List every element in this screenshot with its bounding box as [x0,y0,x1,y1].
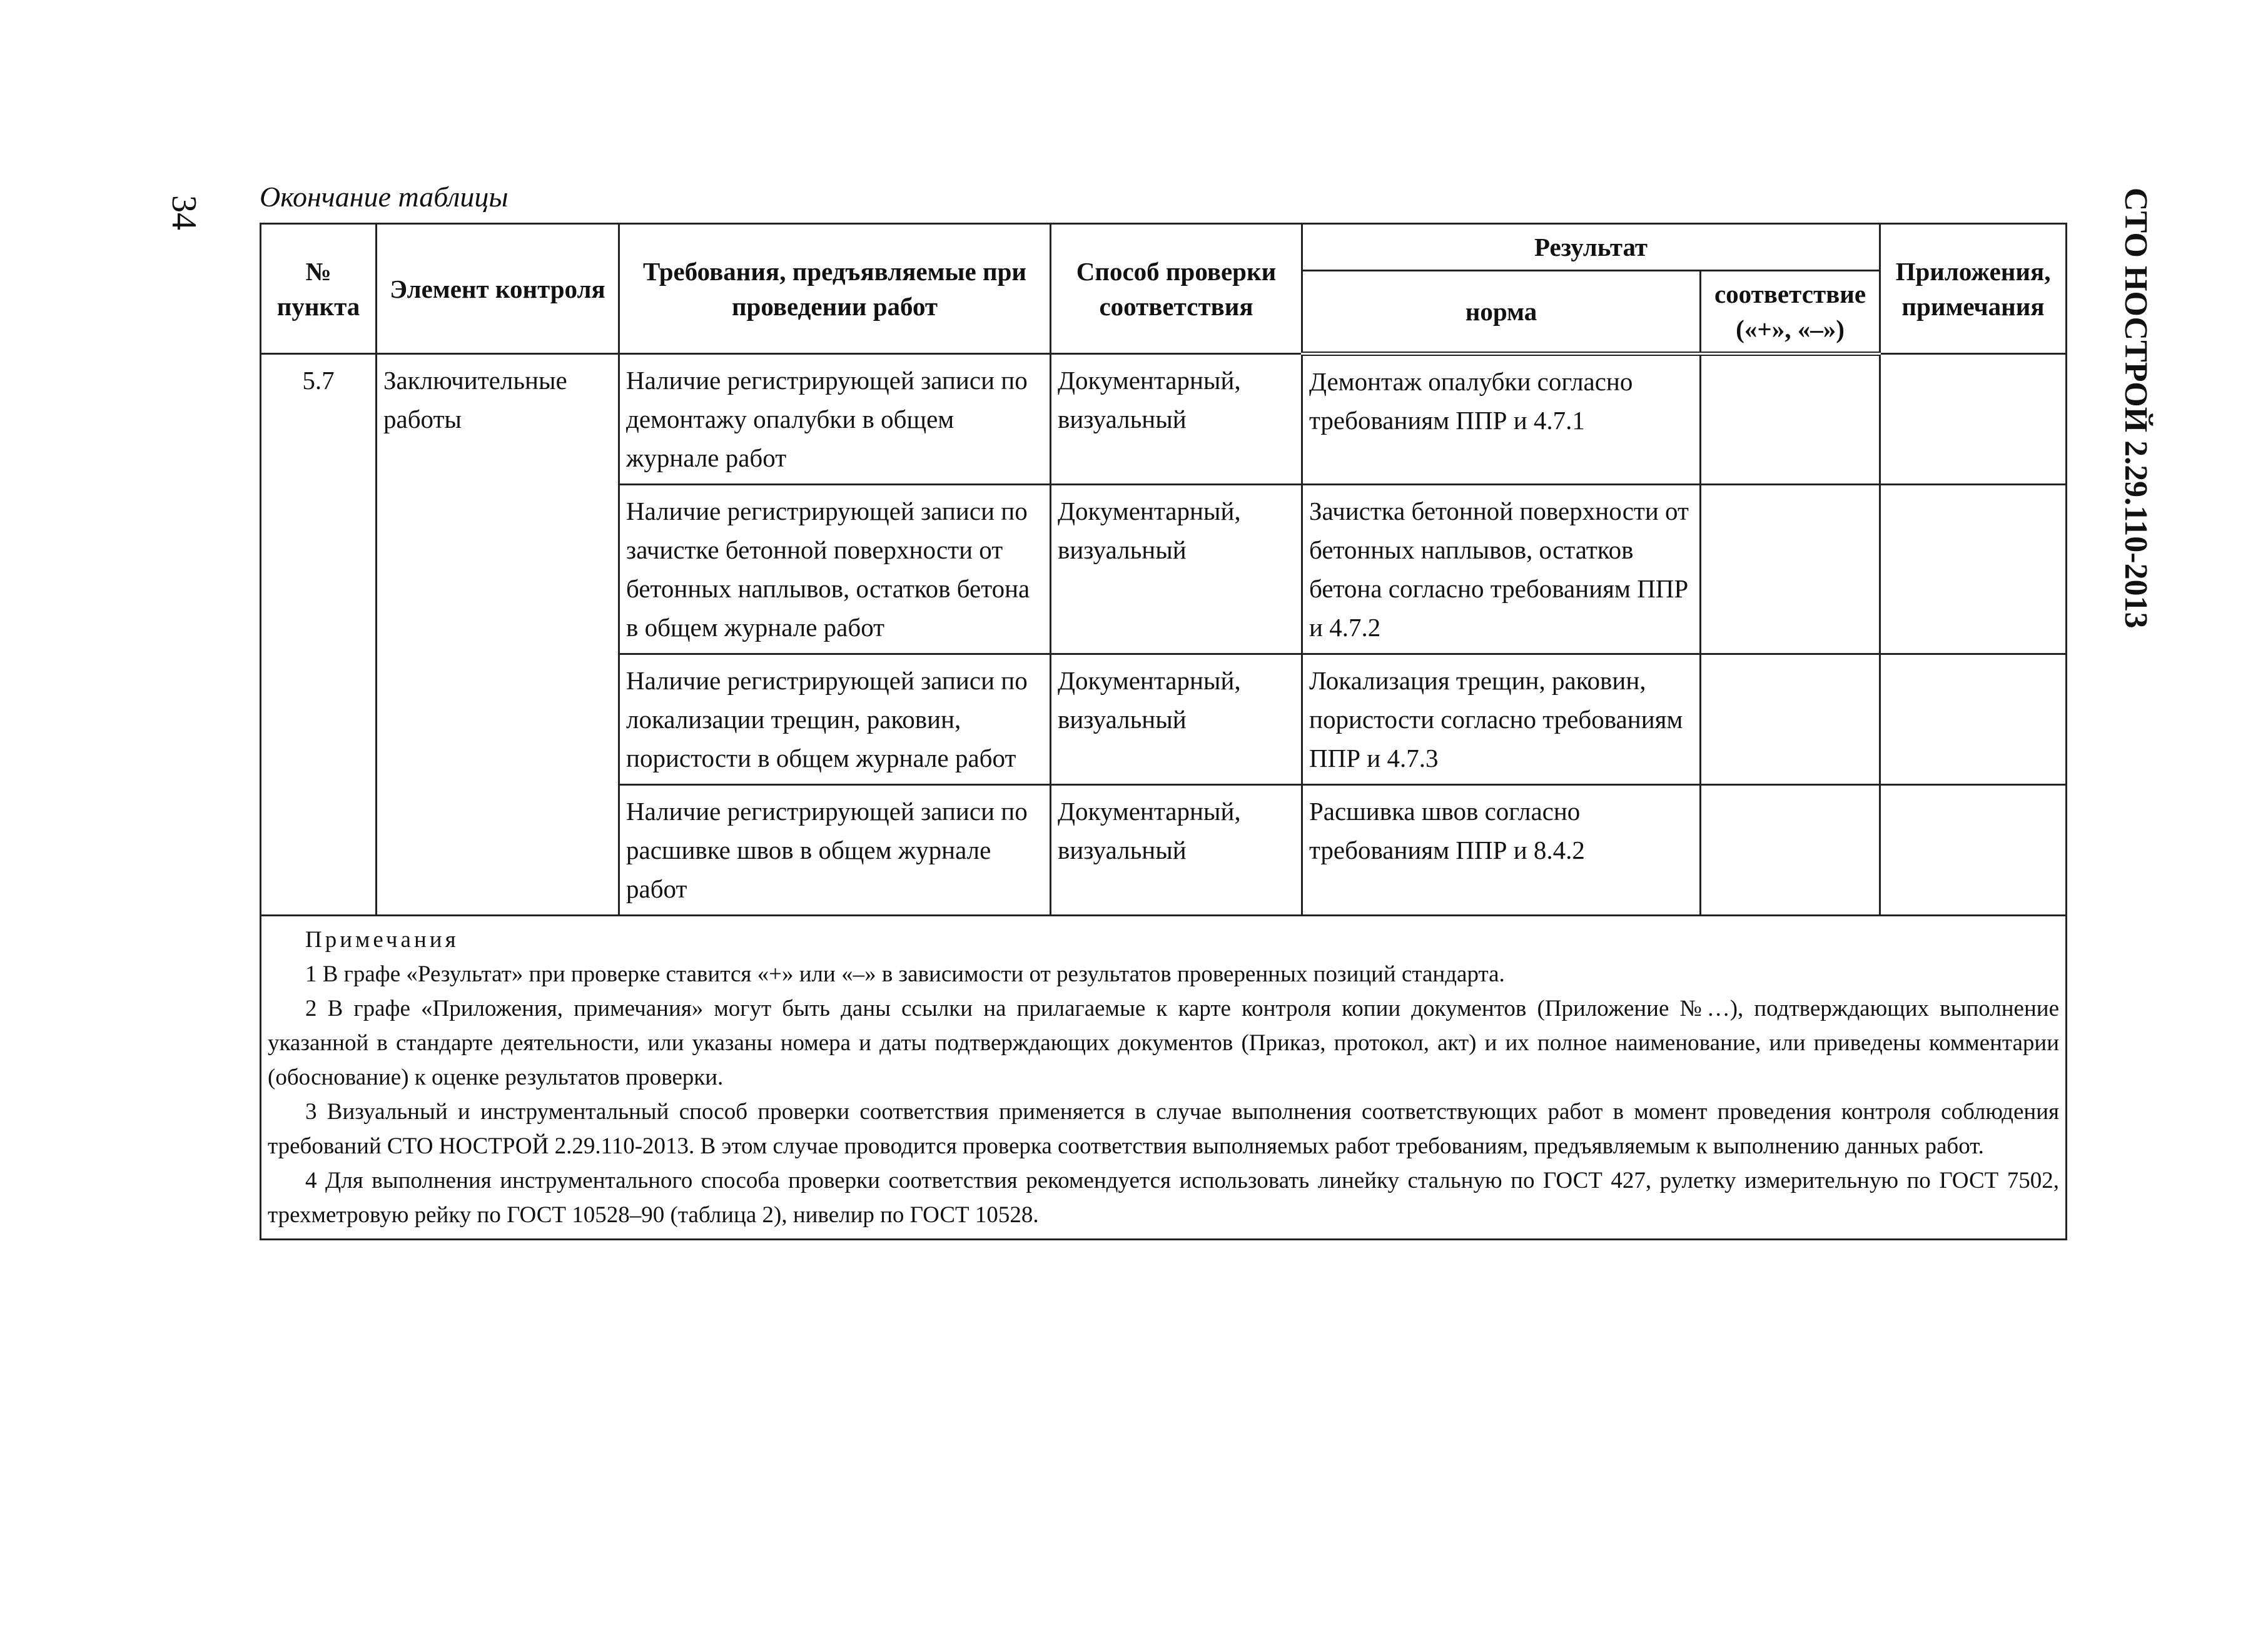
notes-block [261,916,2067,1240]
header-compliance: соответствие («+», «–») [1701,271,1880,354]
notes-row [261,916,2067,1240]
method-cell: Документарный, визуальный [1051,785,1302,916]
appendix-cell [1880,354,2067,485]
appendix-cell [1880,654,2067,785]
header-norm: норма [1302,271,1701,354]
compliance-cell [1701,485,1880,654]
document-code: СТО НОСТРОЙ 2.29.110-2013 [2118,188,2154,629]
compliance-cell [1701,654,1880,785]
norm-cell: Расшивка швов согласно требованиям ППР и 8.4.2 [1302,785,1701,916]
note-item: 2 В графе «Приложения, примечания» могут быть даны ссылки на прилагаемые к карте контроля копии документов (Приложение №…), подтверждающих выполнение указанной в стандарте деятельности, или указаны номера и даты подтверждающих документов (Приказ, протокол, акт) и их полное наименование, или приведены комментарии (обоснование) к оценке результатов проверки. [268,996,2060,1090]
compliance-cell [1701,354,1880,485]
table-caption: Окончание таблицы [260,181,509,213]
page-number: 34 [165,195,203,230]
section-element: Заключительные работы [377,354,619,916]
appendix-cell [1880,785,2067,916]
requirement-cell: Наличие регистрирующей записи по локализации трещин, раковин, пористости в общем журнале работ [619,654,1051,785]
header-item-number: № пункта [261,224,377,354]
table-row [261,354,2067,485]
norm-cell: Демонтаж опалубки согласно требованиям ППР и 4.7.1 [1302,354,1701,485]
appendix-cell [1880,485,2067,654]
method-cell: Документарный, визуальный [1051,654,1302,785]
header-appendix: Приложения, примечания [1880,224,2067,354]
header-result: Результат [1302,224,1880,271]
requirement-cell: Наличие регистрирующей записи по расшивке швов в общем журнале работ [619,785,1051,916]
compliance-cell [1701,785,1880,916]
note-item: 3 Визуальный и инструментальный способ проверки соответствия применяется в случае выполнения соответствующих работ в момент проведения контроля соблюдения требований СТО НОСТРОЙ 2.29.110-2013. В этом случае проводится проверка соответствия выполняемых работ требованиям, предъявляемым к выполнению данных работ. [268,1099,2060,1159]
header-requirements: Требования, предъявляемые при проведении работ [619,224,1051,354]
control-table [260,223,2067,1240]
requirement-cell: Наличие регистрирующей записи по демонтажу опалубки в общем журнале работ [619,354,1051,485]
method-cell: Документарный, визуальный [1051,485,1302,654]
note-item: 4 Для выполнения инструментального способа проверки соответствия рекомендуется использовать линейку стальную по ГОСТ 427, рулетку измерительную по ГОСТ 7502, трехметровую рейку по ГОСТ 10528–90 (таблица 2), нивелир по ГОСТ 10528. [268,1168,2060,1228]
header-control-element: Элемент контроля [377,224,619,354]
header-check-method: Способ проверки соответствия [1051,224,1302,354]
note-item: 1 В графе «Результат» при проверке ставится «+» или «–» в зависимости от результатов проверенных позиций стандарта. [305,961,1505,987]
norm-cell: Локализация трещин, раковин, пористости согласно требованиям ППР и 4.7.3 [1302,654,1701,785]
method-cell: Документарный, визуальный [1051,354,1302,485]
section-number: 5.7 [261,354,377,916]
notes-title: Примечания [305,927,459,953]
requirement-cell: Наличие регистрирующей записи по зачистке бетонной поверхности от бетонных наплывов, остатков бетона в общем журнале работ [619,485,1051,654]
norm-cell: Зачистка бетонной поверхности от бетонных наплывов, остатков бетона согласно требованиям ППР и 4.7.2 [1302,485,1701,654]
